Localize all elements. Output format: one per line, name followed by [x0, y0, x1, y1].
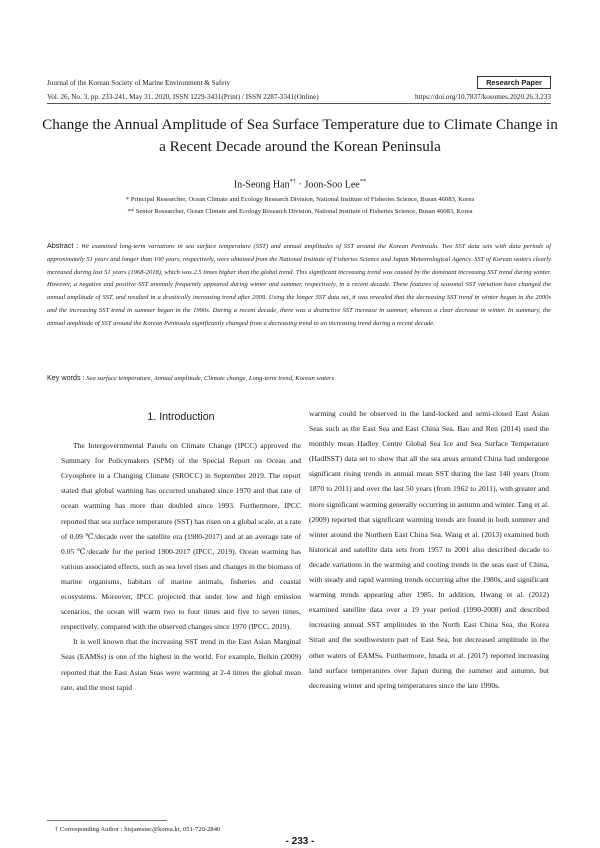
page-number: - 233 -	[285, 836, 315, 847]
keywords	[47, 373, 551, 382]
author-2-mark: **	[359, 178, 367, 185]
abstract	[47, 240, 551, 331]
author-separator: ·	[296, 179, 305, 191]
affiliation-2: ** Senior Researcher, Ocean Climate and Ecology Research Division, National Institute of Fisheries Science, Busan 46083, Korea	[127, 208, 473, 215]
author-1-mark: *†	[289, 178, 297, 185]
affiliation-1: * Principal Researcher, Ocean Climate and Ecology Research Division, National Institute of Fisheries Science, Busan 46083, Korea	[125, 196, 475, 203]
paragraph: warming could be observed in the land-locked and semi-closed East Asian Seas such as the East Sea and East China Sea. Bao and Ren (2014) used the monthly mean Hadley Centre Global Sea Ice and Sea Surface Temperature (HadISST) data set to show that all the sea areas around China had undergone significant rising trends in annual mean SST during the last 140 years (from 1870 to 2011) and over the last 50 years (from 1962 to 2011), with greater and more significant warming generally occurring in autumn and winter. Tang et al. (2009) reported that significant warming trends are found in both summer and winter around the Northern East China Sea. Wang et al. (2013) examined both historical and satellite data sets from 1957 to 2001 also described decade to decade variations in the warming and cooling trends in the seas east of China, with steady and rapid warming trends occurring after the 1980s, and significant warming trends appearing after 1985. In addition, Hwang et al. (2012) examined satellite data over a 19 year period (1990-2008) and described increasing annual SST amplitudes in the North East China Sea, the Korea Strait and the southwestern part of East Sea, but decreased amplitude in the other waters of EAMSs. Furthermore, Imada et al. (2017) reported increasing land surface temperatures over Japan during the summer and autumn, but decreasing winter and spring temperatures since the late 1990s.	[309, 409, 549, 690]
journal-name: Journal of the Korean Society of Marine Environment & Safety	[47, 79, 231, 87]
volume-info: Vol. 26, No. 3, pp. 233-241, May 31, 2020, ISSN 1229-3431(Print) / ISSN 2287-3341(Online)	[47, 93, 319, 101]
right-column	[309, 406, 549, 693]
keywords-label: Key words :	[47, 373, 85, 382]
section-heading: 1. Introduction	[147, 411, 215, 423]
footnote-rule	[47, 820, 167, 821]
research-paper-badge: Research Paper	[477, 76, 551, 89]
author-line	[0, 178, 600, 190]
paragraph: The Intergovernmental Panels on Climate Change (IPCC) approved the Summary for Policymakers (SPM) of the Special Report on Ocean and Cryosphere in a Changing Climate (SROCC) in September 2019. The report stated that global warming has occurred unabated since 1970 and that rate of ocean warming has more than doubled since 1993. Furthermore, IPCC reported that sea surface temperature (SST) has risen on a global scale, at a rate of 0.09 ℃/decade over the satellite era (1980-2017) and at an average rate of 0.05 ℃/decade for the period 1900-2017 (IPCC, 2019). Ocean warming has various associated effects, such as sea level rises and changes in the biomass of marine organisms, habitats of marine animals, fisheries and coastal ecosystems. Moreover, IPCC projected that under low and high emission scenarios, the ocean will warm two to four times and five to seven times, respectively, compared with the observed changes since 1970 (IPCC, 2019).	[61, 441, 301, 632]
abstract-text: We examined long-term variations in sea surface temperature (SST) and annual amplitudes of SST around the Korean Peninsula. Two SST data sets with data periods of approximately 51 years and longer than 100 years, respectively, were obtained from the National Institute of Fisheries Science and Japan Meteorological Agency. SST of Korean waters clearly increased during last 51 years (1968-2018), which was 2.5 times higher than the global trend. This significant increasing trend was caused by the dominant increasing SST trend during winter. However, a negative and positive SST anomaly frequently appeared during winter and summer, respectively, in a recent decade. These features of seasonal SST variation have changed the annual amplitude of SST, and resulted in a drastically increasing trend after 2009. Using the longer SST data set, it was revealed that the decreasing SST trend in winter began in the 2000s and the increasing SST trend in summer began in the 1990s. During a recent decade, there was a distinctive SST increase in summer, whereas a clear decrease in winter. In summary, the annual amplitude of SST around the Korean Peninsula significantly changed from a decreasing trend to an increasing trend during a recent decade.	[47, 243, 552, 327]
abstract-label: Abstract :	[47, 241, 79, 250]
header-rule	[47, 103, 551, 104]
author-2: Joon-Soo Lee	[304, 179, 360, 191]
doi-link[interactable]: https://doi.org/10.7837/kosomes.2020.26.3.233	[414, 93, 551, 101]
left-column	[61, 400, 301, 695]
paragraph: It is well known that the increasing SST trend in the East Asian Marginal Seas (EAMSs) is one of the highest in the world. For example, Belkin (2009) reported that the East Asian Seas were warming at 2-4 times the global mean rate, and the most rapid	[61, 637, 301, 692]
keywords-text: Sea surface temperature, Annual amplitude, Climate change, Long-term trend, Korean waters	[86, 375, 335, 382]
corresponding-author-footnote: † Corresponding Author : hisjamstec@korea.kr, 051-720-2840	[55, 826, 221, 833]
author-1: In-Seong Han	[233, 179, 290, 191]
paper-title: Change the Annual Amplitude of Sea Surface Temperature due to Climate Change in a Recent Decade around the Korean Peninsula	[42, 116, 558, 155]
